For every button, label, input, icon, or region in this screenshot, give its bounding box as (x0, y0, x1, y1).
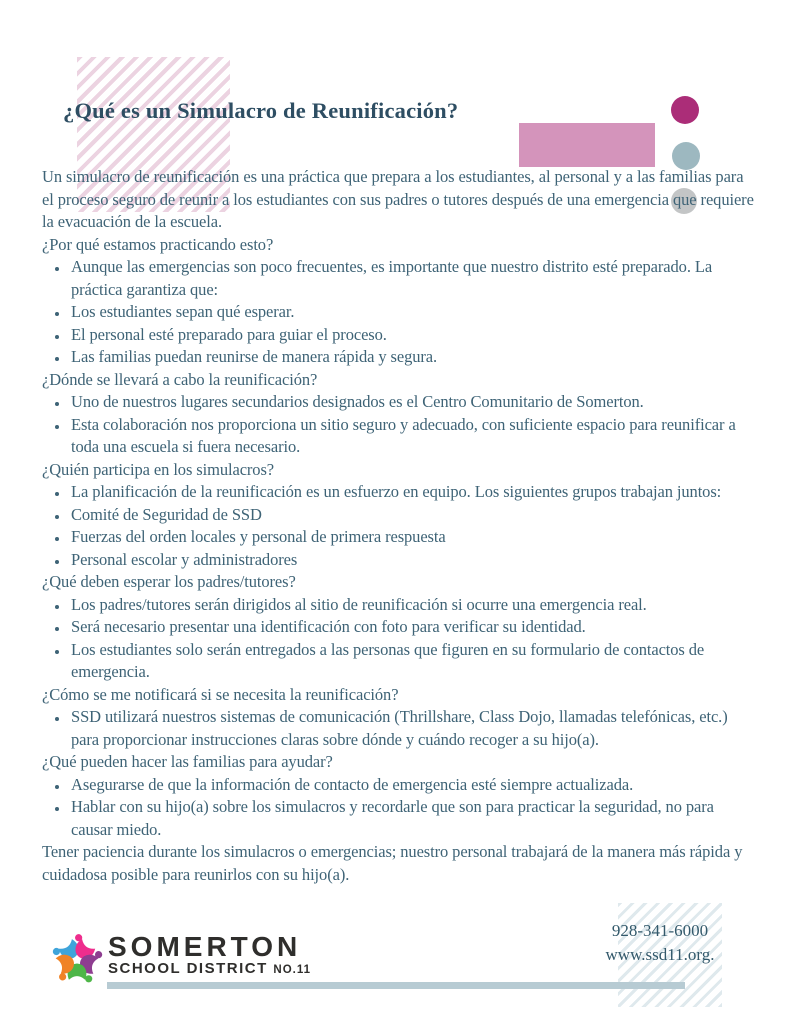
district-logo (108, 931, 312, 979)
section-question: ¿Quién participa en los simulacros? (42, 459, 275, 479)
bullet-item: • La planificación de la reunificación es un esfuerzo en equipo. Los siguientes grupos trabajan juntos: (69, 481, 754, 504)
contact-block (592, 919, 728, 967)
bullet-item: • El personal esté preparado para guiar el proceso. (69, 324, 754, 347)
phone-number: 928-341-6000 (611, 921, 709, 940)
bullet-item: • Las familias puedan reunirse de manera rápida y segura. (69, 346, 754, 369)
bullet-list (42, 594, 754, 684)
bullet-item: • Fuerzas del orden locales y personal de primera respuesta (69, 526, 754, 549)
bullet-list (42, 256, 754, 369)
bullet-item: • Esta colaboración nos proporciona un sitio seguro y adecuado, con suficiente espacio para reunificar a toda una escuela si fuera necesario. (69, 414, 754, 459)
bullet-item: • Aunque las emergencias son poco frecuentes, es importante que nuestro distrito esté preparado. La práctica garantiza que: (69, 256, 754, 301)
bullet-item: • Asegurarse de que la información de contacto de emergencia esté siempre actualizada. (69, 774, 754, 797)
somerton-star-logo-icon (50, 932, 104, 986)
bullet-list (42, 706, 754, 751)
bullet-item: • SSD utilizará nuestros sistemas de comunicación (Thrillshare, Class Dojo, llamadas telefónicas, etc.) para proporcionar instrucciones claras sobre dónde y cuándo recoger a su hijo(a). (69, 706, 754, 751)
bullet-item: • Será necesario presentar una identificación con foto para verificar su identidad. (69, 616, 754, 639)
section-question: ¿Qué deben esperar los padres/tutores? (42, 572, 296, 591)
bullet-list (42, 391, 754, 459)
bullet-item: • Los estudiantes solo serán entregados a las personas que figuren en su formulario de contactos de emergencia. (69, 639, 754, 684)
section-question: ¿Dónde se llevará a cabo la reunificación? (42, 369, 318, 389)
bullet-item: • Personal escolar y administradores (69, 549, 754, 572)
body-paragraph: Tener paciencia durante los simulacros o emergencias; nuestro personal trabajará de la manera más rápida y cuidadosa posible para reunirlos con su hijo(a). (42, 842, 743, 884)
website-url: www.ssd11.org. (605, 945, 715, 964)
body-paragraph: Un simulacro de reunificación es una práctica que prepara a los estudiantes, al personal y a las familias para el proceso seguro de reunir a los estudiantes con sus padres o tutores después de una emergencia que requiere la evacuación de la escuela. (42, 167, 754, 231)
bullet-item: • Comité de Seguridad de SSD (69, 504, 754, 527)
footer-divider-line (107, 982, 685, 989)
magenta-dot-decoration (671, 96, 699, 124)
bullet-item: • Los estudiantes sepan qué esperar. (69, 301, 754, 324)
bullet-list (42, 774, 754, 842)
bullet-item: • Hablar con su hijo(a) sobre los simulacros y recordarle que son para practicar la seguridad, no para causar miedo. (69, 796, 754, 841)
bullet-list (42, 481, 754, 571)
district-logo-subtitle: SCHOOL DISTRICT NO.11 (108, 960, 312, 977)
page-title: ¿Qué es un Simulacro de Reunificación? (63, 98, 459, 123)
bullet-item: • Uno de nuestros lugares secundarios designados es el Centro Comunitario de Somerton. (69, 391, 754, 414)
district-logo-name: SOMERTON (108, 931, 302, 962)
district-number: NO.11 (273, 964, 312, 976)
section-question: ¿Por qué estamos practicando esto? (42, 234, 274, 254)
document-body (42, 166, 754, 886)
bullet-item: • Los padres/tutores serán dirigidos al sitio de reunificación si ocurre una emergencia real. (69, 594, 754, 617)
section-question: ¿Cómo se me notificará si se necesita la reunificación? (42, 684, 399, 704)
pink-rectangle-decoration (519, 123, 655, 167)
section-question: ¿Qué pueden hacer las familias para ayudar? (42, 752, 333, 771)
